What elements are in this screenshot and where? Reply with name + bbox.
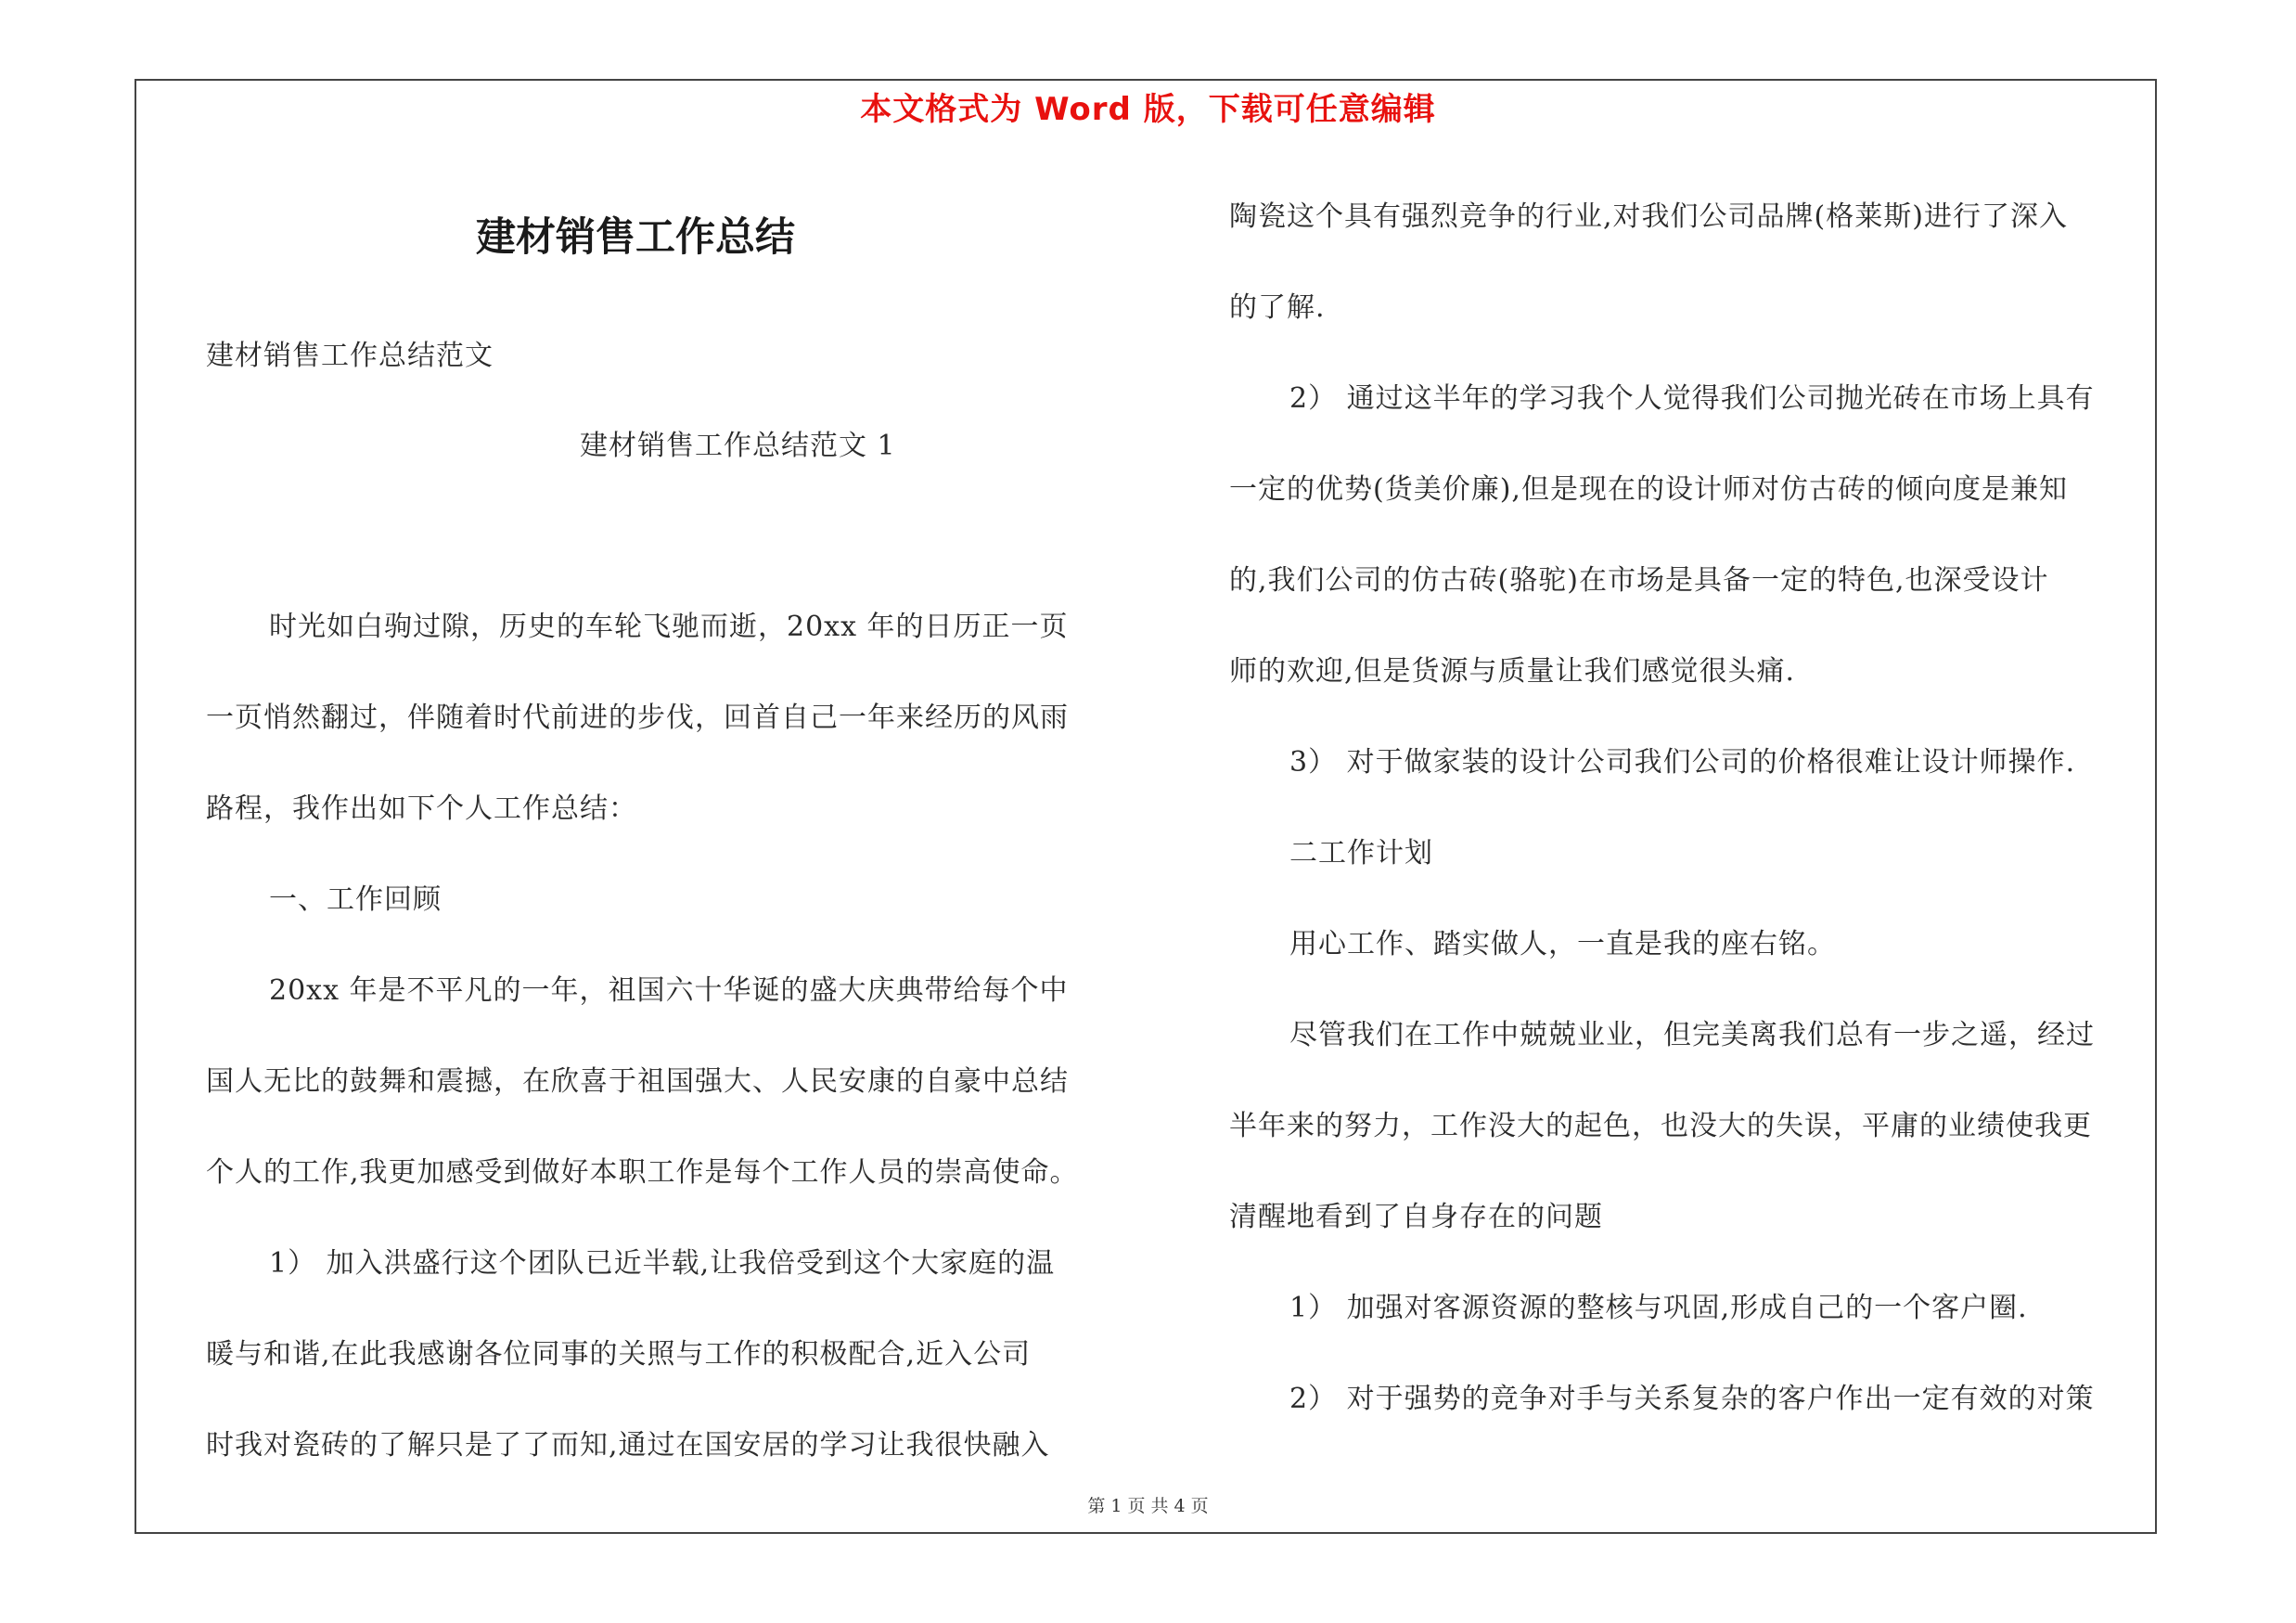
paragraph-line: 陶瓷这个具有强烈竞争的行业,对我们公司品牌(格莱斯)进行了深入 xyxy=(1229,200,2068,233)
paragraph-line: 的,我们公司的仿古砖(骆驼)在市场是具备一定的特色,也深受设计 xyxy=(1229,564,2049,597)
paragraph-line: 清醒地看到了自身存在的问题 xyxy=(1229,1201,1603,1233)
paragraph-line: 20xx 年是不平凡的一年，祖国六十华诞的盛大庆典带给每个中 xyxy=(269,974,1069,1007)
section-heading: 建材销售工作总结范文 1 xyxy=(580,430,896,462)
document-title: 建材销售工作总结 xyxy=(476,214,795,261)
paragraph-line: 2） 通过这半年的学习我个人觉得我们公司抛光砖在市场上具有 xyxy=(1289,382,2095,415)
paragraph-line: 的了解. xyxy=(1229,291,1326,324)
paragraph-line: 路程，我作出如下个人工作总结： xyxy=(206,792,637,825)
paragraph-line: 时光如白驹过隙，历史的车轮飞驰而逝，20xx 年的日历正一页 xyxy=(269,611,1069,643)
paragraph-line: 1） 加强对客源资源的整核与巩固,形成自己的一个客户圈. xyxy=(1289,1292,2028,1324)
paragraph-line: 国人无比的鼓舞和震撼，在欣喜于祖国强大、人民安康的自豪中总结 xyxy=(206,1065,1069,1098)
paragraph-line: 暖与和谐,在此我感谢各位同事的关照与工作的积极配合,近入公司 xyxy=(206,1338,1032,1371)
page-number-footer: 第 1 页 共 4 页 xyxy=(1087,1496,1209,1516)
paragraph-line: 一定的优势(货美价廉),但是现在的设计师对仿古砖的倾向度是兼知 xyxy=(1229,473,2068,506)
paragraph-line: 半年来的努力，工作没大的起色，也没大的失误，平庸的业绩使我更 xyxy=(1229,1110,2092,1142)
paragraph-line: 3） 对于做家装的设计公司我们公司的价格很难让设计师操作. xyxy=(1289,746,2076,779)
section-heading: 二工作计划 xyxy=(1289,837,1433,869)
paragraph-line: 用心工作、踏实做人，一直是我的座右铭。 xyxy=(1289,928,1836,960)
subtitle: 建材销售工作总结范文 xyxy=(206,340,494,372)
paragraph-line: 尽管我们在工作中兢兢业业，但完美离我们总有一步之遥，经过 xyxy=(1289,1019,2095,1051)
paragraph-line: 一页悄然翻过，伴随着时代前进的步伐，回首自己一年来经历的风雨 xyxy=(206,702,1069,734)
paragraph-line: 个人的工作,我更加感受到做好本职工作是每个工作人员的崇高使命。 xyxy=(206,1156,1079,1189)
section-heading: 一、工作回顾 xyxy=(269,883,442,916)
paragraph-line: 2） 对于强势的竞争对手与关系复杂的客户作出一定有效的对策 xyxy=(1289,1383,2095,1415)
paragraph-line: 时我对瓷砖的了解只是了了而知,通过在国安居的学习让我很快融入 xyxy=(206,1429,1050,1462)
paragraph-line: 师的欢迎,但是货源与质量让我们感觉很头痛. xyxy=(1229,655,1796,688)
paragraph-line: 1） 加入洪盛行这个团队已近半载,让我倍受到这个大家庭的温 xyxy=(269,1247,1056,1280)
word-format-banner: 本文格式为 Word 版，下载可任意编辑 xyxy=(860,91,1436,128)
